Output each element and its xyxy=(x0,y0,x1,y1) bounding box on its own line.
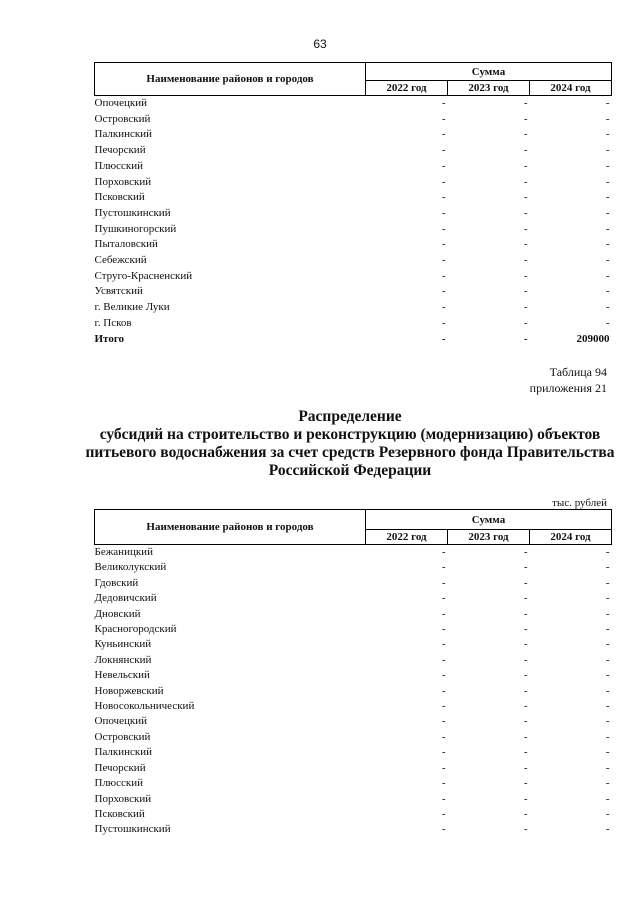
column-header-name: Наименование районов и городов xyxy=(95,510,366,545)
row-name-cell: Островский xyxy=(94,112,151,125)
table-row xyxy=(95,190,612,206)
value-2022-cell: - xyxy=(441,653,446,666)
column-header-2023: 2023 год xyxy=(448,530,530,545)
value-2024-cell: - xyxy=(605,684,610,697)
value-2023-cell: - xyxy=(523,561,528,574)
value-2023-cell: - xyxy=(523,607,528,620)
value-2024-cell: - xyxy=(605,715,610,728)
value-2022-cell: - xyxy=(441,144,446,157)
value-2022-cell: - xyxy=(441,175,446,188)
value-2024-cell: - xyxy=(605,112,610,125)
value-2024-cell: - xyxy=(605,700,610,713)
row-name-cell: Печорский xyxy=(94,144,146,157)
row-name-cell: Опочецкий xyxy=(94,715,147,728)
table-row xyxy=(95,745,612,760)
table-row xyxy=(95,143,612,159)
value-2024-cell: - xyxy=(605,191,610,204)
table-number-label: Таблица 94 xyxy=(549,365,607,379)
table-row xyxy=(95,316,612,332)
table-body xyxy=(95,545,612,838)
value-2022-cell: - xyxy=(441,316,446,329)
value-2022-cell: - xyxy=(441,684,446,697)
value-2024-cell: - xyxy=(605,159,610,172)
value-2023-cell: - xyxy=(523,715,528,728)
heading-line-2: субсидий на строительство и реконструкцию (модернизацию) объектов xyxy=(99,426,601,443)
value-2022-cell: - xyxy=(441,269,446,282)
total-2024-cell: 209000 xyxy=(576,332,610,345)
row-name-cell: Островский xyxy=(94,730,151,743)
value-2024-cell: - xyxy=(605,792,610,805)
value-2024-cell: - xyxy=(605,592,610,605)
units-label: тыс. рублей xyxy=(552,497,607,509)
value-2024-cell: - xyxy=(605,777,610,790)
value-2023-cell: - xyxy=(523,746,528,759)
heading-line-1: Распределение xyxy=(298,408,402,425)
table-row xyxy=(95,112,612,128)
table-row xyxy=(95,684,612,699)
row-name-cell: Порховский xyxy=(94,792,152,805)
value-2023-cell: - xyxy=(523,546,528,558)
value-2023-cell: - xyxy=(523,623,528,636)
value-2022-cell: - xyxy=(441,561,446,574)
value-2023-cell: - xyxy=(523,700,528,713)
table-row xyxy=(95,127,612,143)
table-row xyxy=(95,237,612,253)
total-label-cell: Итого xyxy=(94,332,125,345)
table-row xyxy=(95,637,612,652)
value-2022-cell: - xyxy=(441,301,446,314)
document-heading xyxy=(60,408,640,480)
value-2023-cell: - xyxy=(523,128,528,141)
row-name-cell: Бежаницкий xyxy=(94,546,153,558)
value-2023-cell: - xyxy=(523,316,528,329)
row-name-cell: Струго-Красненский xyxy=(94,269,193,282)
value-2022-cell: - xyxy=(441,592,446,605)
value-2024-cell: - xyxy=(605,285,610,298)
column-header-2022: 2022 год xyxy=(366,81,448,96)
row-name-cell: Пустошкинский xyxy=(94,823,171,836)
value-2024-cell: - xyxy=(605,222,610,235)
value-2024-cell: - xyxy=(605,546,610,558)
row-name-cell: Гдовский xyxy=(94,576,139,589)
table-row xyxy=(95,591,612,606)
value-2024-cell: - xyxy=(605,254,610,267)
value-2023-cell: - xyxy=(523,792,528,805)
row-name-cell: Палкинский xyxy=(94,746,153,759)
table-row xyxy=(95,269,612,285)
value-2022-cell: - xyxy=(441,638,446,651)
row-name-cell: Плюсский xyxy=(94,159,144,172)
value-2024-cell: - xyxy=(605,653,610,666)
table-row xyxy=(95,668,612,683)
value-2023-cell: - xyxy=(523,576,528,589)
value-2022-cell: - xyxy=(441,730,446,743)
value-2022-cell: - xyxy=(441,112,446,125)
column-header-2024: 2024 год xyxy=(530,81,612,96)
row-name-cell: Невельский xyxy=(94,669,150,682)
value-2023-cell: - xyxy=(523,653,528,666)
value-2024-cell: - xyxy=(605,607,610,620)
table-row xyxy=(95,576,612,591)
table-row xyxy=(95,822,612,837)
value-2022-cell: - xyxy=(441,576,446,589)
value-2024-cell: - xyxy=(605,730,610,743)
value-2023-cell: - xyxy=(523,159,528,172)
value-2024-cell: - xyxy=(605,144,610,157)
table-row xyxy=(95,222,612,238)
value-2023-cell: - xyxy=(523,669,528,682)
table-body xyxy=(95,96,612,348)
value-2023-cell: - xyxy=(523,222,528,235)
value-2024-cell: - xyxy=(605,206,610,219)
column-header-2022: 2022 год xyxy=(366,530,448,545)
value-2024-cell: - xyxy=(605,97,610,109)
heading-line-3: питьевого водоснабжения за счет средств Резервного фонда Правительства xyxy=(85,444,615,461)
total-2023-cell: - xyxy=(523,332,528,345)
value-2024-cell: - xyxy=(605,576,610,589)
row-name-cell: Себежский xyxy=(94,254,147,267)
row-name-cell: Пыталовский xyxy=(94,238,158,251)
value-2022-cell: - xyxy=(441,623,446,636)
table-row xyxy=(95,653,612,668)
value-2023-cell: - xyxy=(523,823,528,836)
row-name-cell: Дновский xyxy=(94,607,141,620)
value-2023-cell: - xyxy=(523,592,528,605)
row-name-cell: Локнянский xyxy=(94,653,152,666)
row-name-cell: Новосокольнический xyxy=(94,700,195,713)
page-number: 63 xyxy=(313,37,327,51)
value-2022-cell: - xyxy=(441,222,446,235)
value-2022-cell: - xyxy=(441,746,446,759)
row-name-cell: г. Великие Луки xyxy=(94,301,170,314)
value-2023-cell: - xyxy=(523,638,528,651)
value-2024-cell: - xyxy=(605,561,610,574)
value-2022-cell: - xyxy=(441,285,446,298)
value-2023-cell: - xyxy=(523,285,528,298)
value-2023-cell: - xyxy=(523,112,528,125)
value-2024-cell: - xyxy=(605,301,610,314)
value-2022-cell: - xyxy=(441,97,446,109)
column-header-sum: Сумма xyxy=(366,63,612,81)
row-name-cell: Плюсский xyxy=(94,777,144,790)
value-2022-cell: - xyxy=(441,254,446,267)
value-2024-cell: - xyxy=(605,746,610,759)
row-name-cell: Великолукский xyxy=(94,561,167,574)
table-row xyxy=(95,560,612,575)
table-row xyxy=(95,607,612,622)
value-2023-cell: - xyxy=(523,684,528,697)
value-2024-cell: - xyxy=(605,128,610,141)
total-2022-cell: - xyxy=(441,332,446,345)
value-2022-cell: - xyxy=(441,206,446,219)
value-2022-cell: - xyxy=(441,823,446,836)
row-name-cell: Дедовичский xyxy=(94,592,157,605)
row-name-cell: Новоржевский xyxy=(94,684,164,697)
column-header-2024: 2024 год xyxy=(530,530,612,545)
appendix-label: приложения 21 xyxy=(529,381,607,395)
row-name-cell: Опочецкий xyxy=(94,97,147,109)
table-row xyxy=(95,714,612,729)
value-2024-cell: - xyxy=(605,316,610,329)
row-name-cell: Красногородский xyxy=(94,623,177,636)
table-row xyxy=(95,807,612,822)
row-name-cell: Усвятский xyxy=(94,285,143,298)
total-row xyxy=(95,332,612,348)
table-row xyxy=(95,253,612,269)
value-2023-cell: - xyxy=(523,269,528,282)
value-2022-cell: - xyxy=(441,546,446,558)
value-2023-cell: - xyxy=(523,254,528,267)
value-2022-cell: - xyxy=(441,761,446,774)
table-row xyxy=(95,96,612,112)
value-2022-cell: - xyxy=(441,669,446,682)
table-row xyxy=(95,622,612,637)
value-2022-cell: - xyxy=(441,191,446,204)
table-row xyxy=(95,699,612,714)
value-2022-cell: - xyxy=(441,128,446,141)
table-row xyxy=(95,761,612,776)
value-2024-cell: - xyxy=(605,823,610,836)
row-name-cell: Печорский xyxy=(94,761,146,774)
column-header-sum: Сумма xyxy=(366,510,612,530)
table-row xyxy=(95,730,612,745)
value-2022-cell: - xyxy=(441,238,446,251)
row-name-cell: Порховский xyxy=(94,175,152,188)
value-2023-cell: - xyxy=(523,144,528,157)
row-name-cell: Куньинский xyxy=(94,638,152,651)
value-2022-cell: - xyxy=(441,807,446,820)
value-2022-cell: - xyxy=(441,700,446,713)
value-2023-cell: - xyxy=(523,175,528,188)
row-name-cell: г. Псков xyxy=(94,316,132,329)
value-2022-cell: - xyxy=(441,715,446,728)
value-2023-cell: - xyxy=(523,191,528,204)
row-name-cell: Пустошкинский xyxy=(94,206,171,219)
value-2022-cell: - xyxy=(441,159,446,172)
table-row xyxy=(95,206,612,222)
row-name-cell: Псковский xyxy=(94,191,145,204)
value-2022-cell: - xyxy=(441,607,446,620)
value-2023-cell: - xyxy=(523,206,528,219)
value-2024-cell: - xyxy=(605,269,610,282)
value-2023-cell: - xyxy=(523,730,528,743)
value-2023-cell: - xyxy=(523,777,528,790)
table-row xyxy=(95,159,612,175)
budget-table-continued xyxy=(94,62,612,347)
heading-line-4: Российской Федерации xyxy=(268,462,432,479)
budget-table-subsidies xyxy=(94,509,612,838)
value-2022-cell: - xyxy=(441,777,446,790)
value-2024-cell: - xyxy=(605,238,610,251)
column-header-name: Наименование районов и городов xyxy=(95,63,366,96)
value-2024-cell: - xyxy=(605,807,610,820)
row-name-cell: Пушкиногорский xyxy=(94,222,177,235)
table-row xyxy=(95,545,612,561)
table-row xyxy=(95,300,612,316)
value-2024-cell: - xyxy=(605,623,610,636)
value-2023-cell: - xyxy=(523,238,528,251)
value-2023-cell: - xyxy=(523,761,528,774)
value-2024-cell: - xyxy=(605,175,610,188)
value-2023-cell: - xyxy=(523,97,528,109)
value-2024-cell: - xyxy=(605,638,610,651)
row-name-cell: Палкинский xyxy=(94,128,153,141)
value-2024-cell: - xyxy=(605,761,610,774)
table-row xyxy=(95,175,612,191)
table-row xyxy=(95,776,612,791)
value-2024-cell: - xyxy=(605,669,610,682)
value-2023-cell: - xyxy=(523,301,528,314)
table-row xyxy=(95,284,612,300)
row-name-cell: Псковский xyxy=(94,807,145,820)
value-2022-cell: - xyxy=(441,792,446,805)
value-2023-cell: - xyxy=(523,807,528,820)
column-header-2023: 2023 год xyxy=(448,81,530,96)
table-row xyxy=(95,792,612,807)
